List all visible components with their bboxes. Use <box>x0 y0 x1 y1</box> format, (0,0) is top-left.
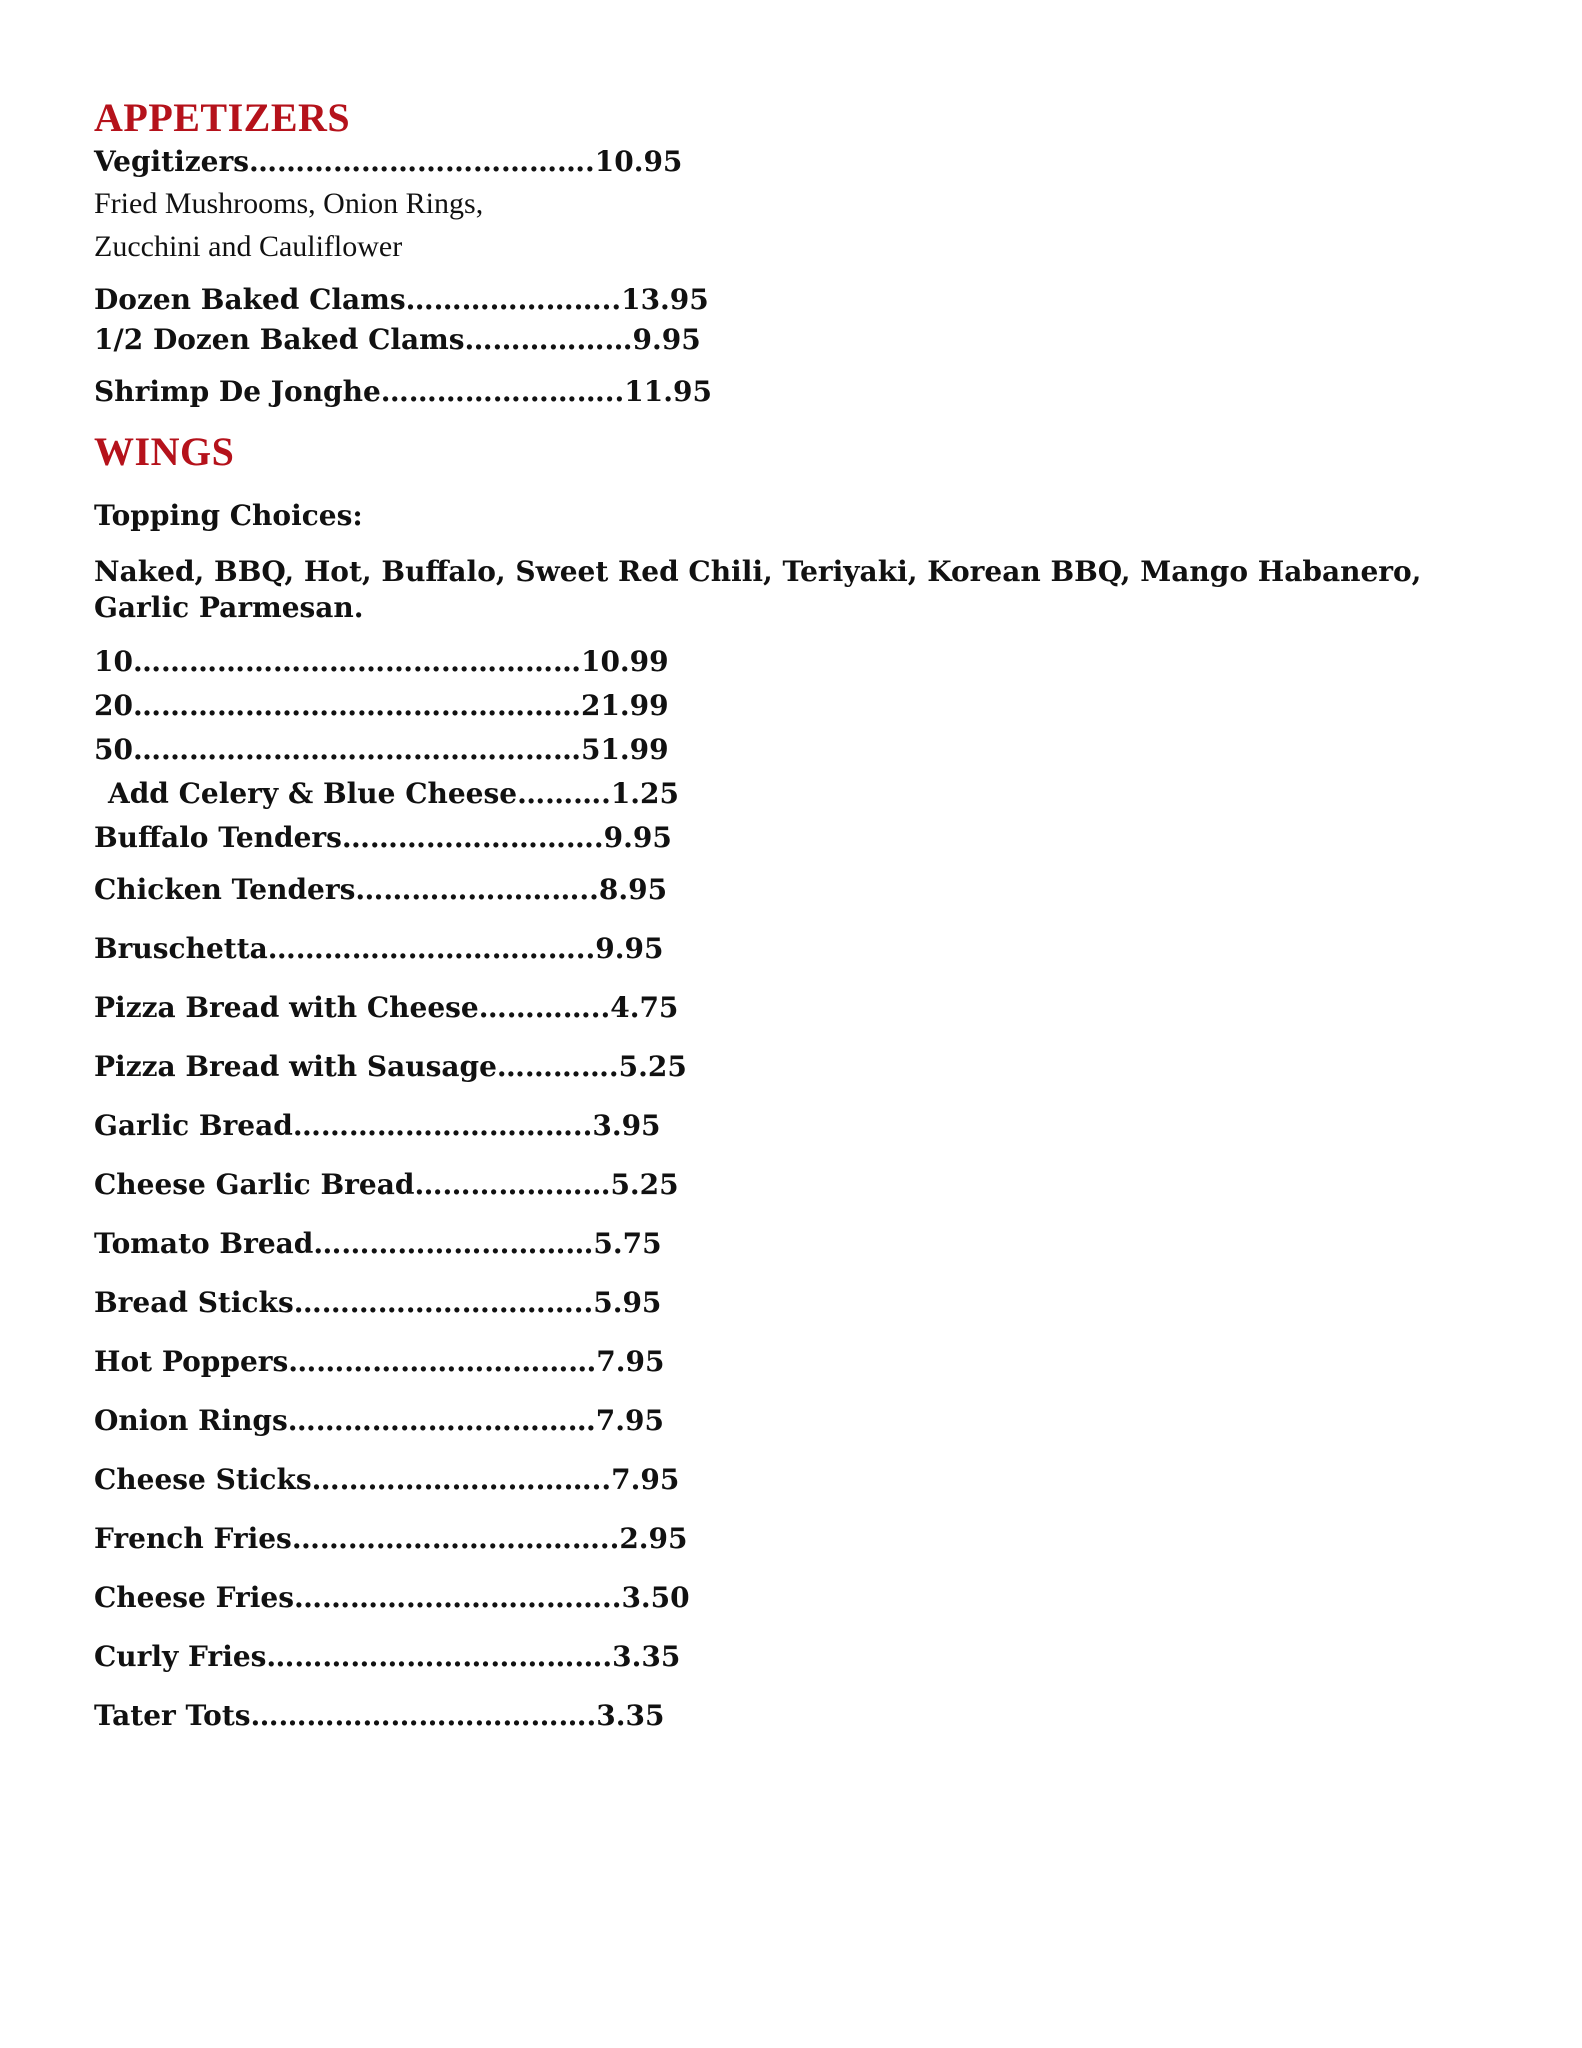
item-name: Cheese Garlic Bread <box>94 1168 415 1201</box>
item-leader-dots: …………………….. <box>380 375 625 408</box>
menu-item <box>94 1509 1582 1568</box>
menu-item <box>94 919 1582 978</box>
item-name: 50 <box>94 733 133 766</box>
item-price: 7.95 <box>595 1404 664 1437</box>
item-leader-dots: …………. <box>496 1050 619 1083</box>
item-description-line: Fried Mushrooms, Onion Rings, <box>94 187 484 220</box>
item-price: 9.95 <box>603 821 672 854</box>
item-price: 2.95 <box>619 1522 688 1555</box>
item-price: 1.25 <box>610 777 680 810</box>
other-items-list <box>94 816 1582 1745</box>
wing-count-list <box>94 640 1582 816</box>
item-leader-dots: ………………………. <box>341 821 604 854</box>
item-price: 3.35 <box>612 1640 681 1673</box>
item-name: Pizza Bread with Sausage <box>94 1050 497 1083</box>
item-price: 3.35 <box>596 1699 665 1732</box>
item-price: 10.99 <box>580 645 669 678</box>
item-description-line: Zucchini and Cauliflower <box>94 230 403 263</box>
item-name: Chicken Tenders <box>94 873 356 906</box>
menu-item-wings-10 <box>94 640 1582 684</box>
menu-item <box>94 1214 1582 1273</box>
menu-item <box>94 1155 1582 1214</box>
item-leader-dots: ………………………….. <box>292 1109 593 1142</box>
menu-item <box>94 860 1582 919</box>
menu-item <box>94 978 1582 1037</box>
menu-item <box>94 816 1582 860</box>
item-price: 5.95 <box>593 1286 662 1319</box>
item-leader-dots: ………………………………. <box>266 1640 613 1673</box>
item-name: Tomato Bread <box>94 1227 314 1260</box>
item-name: Tater Tots <box>94 1699 251 1732</box>
appetizers-heading: APPETIZERS <box>94 95 351 140</box>
topping-choices-label: Topping Choices: <box>94 499 363 532</box>
item-name: Cheese Sticks <box>94 1463 312 1496</box>
item-price: 13.95 <box>621 283 709 316</box>
item-leader-dots: …………………………….. <box>293 1581 622 1614</box>
item-leader-dots: ………….. <box>478 991 611 1024</box>
menu-item-half-dozen-baked-clams <box>94 320 1582 360</box>
item-price: 5.25 <box>610 1168 679 1201</box>
item-name: Hot Poppers <box>94 1345 289 1378</box>
item-name: Buffalo Tenders <box>94 821 342 854</box>
item-name: Pizza Bread with Cheese <box>94 991 479 1024</box>
item-price: 21.99 <box>580 689 669 722</box>
item-price: 3.95 <box>592 1109 661 1142</box>
menu-item-wings-50 <box>94 728 1582 772</box>
menu-item-dozen-baked-clams <box>94 280 1582 320</box>
menu-item <box>94 1391 1582 1450</box>
item-name: 10 <box>94 645 133 678</box>
menu-item <box>94 1332 1582 1391</box>
menu-item-shrimp-de-jonghe <box>94 372 1582 412</box>
item-name: Cheese Fries <box>94 1581 294 1614</box>
item-leader-dots: …………………………….. <box>267 932 596 965</box>
menu-item <box>94 1037 1582 1096</box>
menu-item-wings-20 <box>94 684 1582 728</box>
item-name: Curly Fries <box>94 1640 267 1673</box>
item-name: Onion Rings <box>94 1404 288 1437</box>
item-leader-dots: ………………………………………… <box>132 645 581 678</box>
item-name: Dozen Baked Clams <box>94 283 406 316</box>
wings-heading: WINGS <box>94 429 235 474</box>
item-leader-dots: ………………………………………… <box>132 689 581 722</box>
item-leader-dots: ………………………………. <box>248 145 595 178</box>
item-name: 1/2 Dozen Baked Clams <box>94 323 465 356</box>
menu-item <box>94 1096 1582 1155</box>
item-price: 7.95 <box>611 1463 680 1496</box>
item-price: 10.95 <box>594 145 683 178</box>
item-name: 20 <box>94 689 133 722</box>
item-leader-dots: ………………… <box>414 1168 611 1201</box>
item-name: Shrimp De Jonghe <box>94 375 381 408</box>
menu-item <box>94 1273 1582 1332</box>
item-name: Vegitizers <box>94 145 249 178</box>
item-name: Add Celery & Blue Cheese <box>108 777 518 810</box>
item-leader-dots: …………………………… <box>288 1345 597 1378</box>
item-leader-dots: ……………… <box>464 323 633 356</box>
item-price: 8.95 <box>598 873 668 906</box>
menu-item-vegitizers <box>94 142 1582 182</box>
item-price: 4.75 <box>610 991 679 1024</box>
menu-item <box>94 1568 1582 1627</box>
item-name: Garlic Bread <box>94 1109 293 1142</box>
menu-item <box>94 1686 1582 1745</box>
item-price: 7.95 <box>596 1345 665 1378</box>
item-leader-dots: ………………………………………… <box>132 733 581 766</box>
item-leader-dots: ………. <box>517 777 611 810</box>
item-leader-dots: …………………………….. <box>291 1522 620 1555</box>
item-price: 5.25 <box>618 1050 687 1083</box>
item-price: 9.95 <box>595 932 664 965</box>
item-leader-dots: …………………………… <box>287 1404 596 1437</box>
item-price: 11.95 <box>624 375 712 408</box>
menu-item <box>94 1450 1582 1509</box>
topping-choices-list: Naked, BBQ, Hot, Buffalo, Sweet Red Chili, Teriyaki, Korean BBQ, Mango Habanero, Garlic Parmesan. <box>94 555 1422 624</box>
item-leader-dots: …………………….. <box>355 873 599 906</box>
menu-item <box>94 1627 1582 1686</box>
item-leader-dots: ………………………………. <box>250 1699 597 1732</box>
item-price: 3.50 <box>621 1581 690 1614</box>
item-name: Bread Sticks <box>94 1286 294 1319</box>
item-leader-dots: ………………………….. <box>293 1286 594 1319</box>
item-name: French Fries <box>94 1522 292 1555</box>
item-leader-dots: ………………………… <box>313 1227 594 1260</box>
item-price: 5.75 <box>593 1227 662 1260</box>
item-leader-dots: ………………………….. <box>311 1463 612 1496</box>
menu-item-celery-blue-cheese <box>94 772 1582 816</box>
item-leader-dots: ………………….. <box>405 283 622 316</box>
item-price: 51.99 <box>580 733 669 766</box>
item-price: 9.95 <box>632 323 701 356</box>
item-name: Bruschetta <box>94 932 268 965</box>
